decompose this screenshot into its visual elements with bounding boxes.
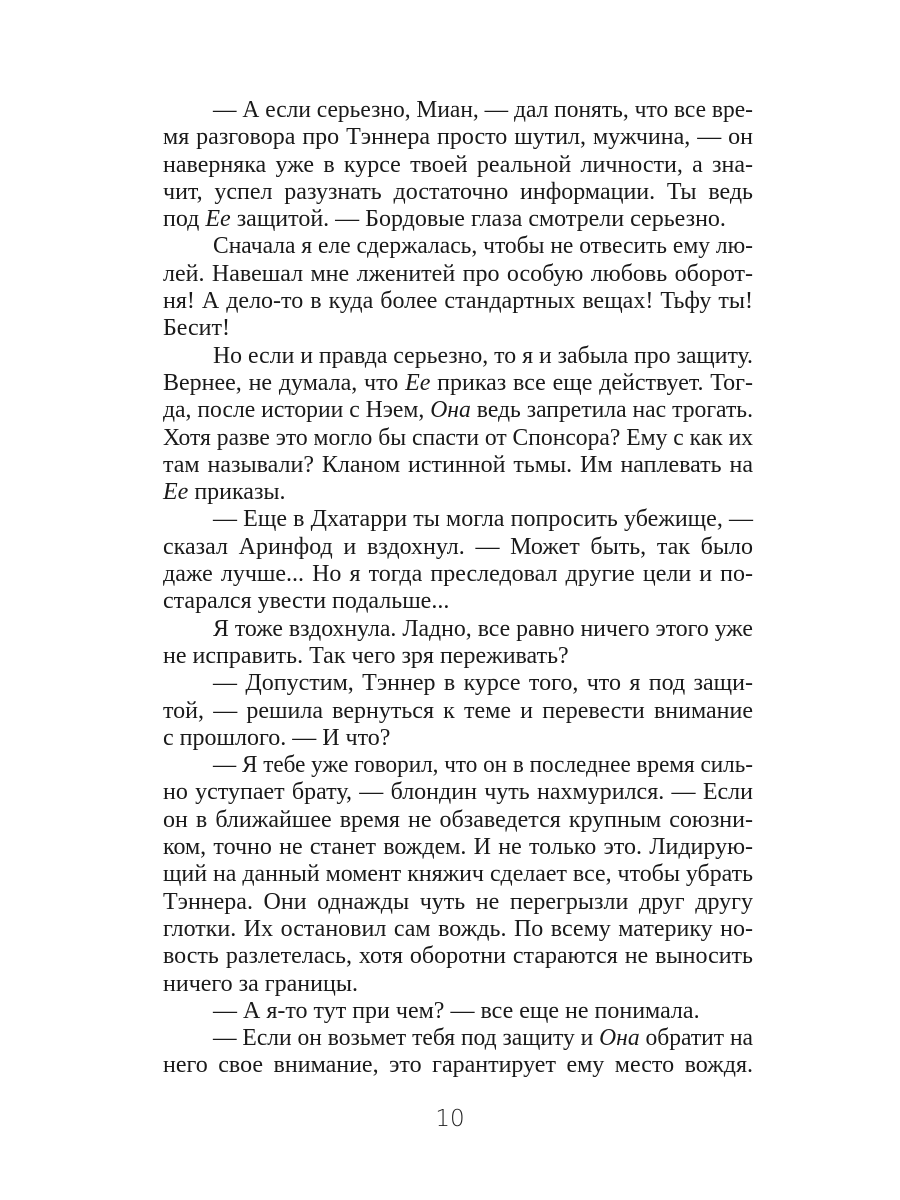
text-line	[163, 1052, 753, 1079]
text-segment: глотки. Их остановил сам вождь. По всему материку но-	[163, 915, 753, 942]
text-line-content	[163, 1052, 753, 1079]
text-segment: сказал Аринфод и вздохнул. — Может быть, так было	[163, 533, 753, 560]
text-line-content	[163, 425, 753, 452]
text-line-content	[163, 889, 753, 916]
text-segment: да, после истории с Нэем,	[163, 397, 431, 424]
text-line-content	[163, 152, 753, 179]
text-line	[163, 779, 753, 806]
text-line-content	[163, 779, 753, 806]
text-segment: лей. Навешал мне лженитей про особую любовь оборот-	[163, 260, 753, 287]
text-segment: ничего за границы.	[163, 970, 358, 997]
text-line	[163, 861, 753, 888]
text-line-content	[163, 834, 753, 861]
text-segment: ведь запретила нас трогать.	[470, 397, 753, 424]
text-line	[163, 670, 753, 697]
text-line	[163, 206, 753, 233]
text-line	[163, 725, 753, 752]
text-segment: защитой. — Бордовые глаза смотрели серьезно.	[230, 206, 726, 233]
text-segment: ня! А дело-то в куда более стандартных вещах! Тьфу ты!	[163, 288, 753, 315]
text-line-content	[163, 452, 753, 479]
text-segment: но уступает брату, — блондин чуть нахмурился. — Если	[163, 779, 753, 806]
text-line-content	[163, 943, 753, 970]
text-line	[163, 943, 753, 970]
page-number: 10	[435, 1106, 465, 1132]
text-line	[163, 315, 753, 342]
text-line-content	[163, 479, 286, 506]
text-line	[163, 998, 753, 1025]
text-line	[163, 425, 753, 452]
text-line	[163, 807, 753, 834]
text-line	[163, 588, 753, 615]
italic-text: Ее	[405, 369, 431, 396]
text-line	[163, 124, 753, 151]
text-line-content	[213, 1025, 753, 1052]
text-line-content	[163, 971, 358, 998]
text-line-content	[163, 561, 753, 588]
text-line	[163, 506, 753, 533]
text-segment: не исправить. Так чего зря переживать?	[163, 642, 569, 669]
text-segment: Бесит!	[163, 315, 231, 342]
text-segment: он в ближайшее время не обзаведется крупным союзни-	[163, 806, 753, 833]
text-line-content	[163, 643, 569, 670]
text-line-content	[163, 288, 753, 315]
italic-text: Она	[430, 397, 471, 424]
text-segment: него свое внимание, это гарантирует ему место вождя.	[163, 1052, 753, 1079]
text-line	[163, 179, 753, 206]
text-line-content	[213, 233, 753, 260]
text-segment: наверняка уже в курсе твоей реальной личности, а зна-	[163, 151, 753, 178]
text-line	[163, 616, 753, 643]
text-segment: — Допустим, Тэннер в курсе того, что я под защи-	[213, 670, 753, 697]
text-line	[163, 1025, 753, 1052]
text-line-content	[163, 916, 753, 943]
text-line-content	[213, 343, 753, 370]
text-line	[163, 479, 753, 506]
text-line-content	[163, 261, 753, 288]
text-line-content	[213, 998, 700, 1025]
italic-text: Она	[599, 1025, 640, 1052]
text-line-content	[163, 370, 753, 397]
body-text	[163, 97, 753, 1080]
text-segment: Сначала я еле сдержалась, чтобы не отвесить ему лю-	[213, 233, 753, 260]
text-line	[163, 452, 753, 479]
italic-text: Ее	[205, 206, 231, 233]
text-line	[163, 97, 753, 124]
text-line	[163, 534, 753, 561]
text-line-content	[213, 752, 753, 779]
text-line	[163, 233, 753, 260]
text-segment: Я тоже вздохнула. Ладно, все равно ничего этого уже	[213, 615, 753, 642]
text-segment: той, — решила вернуться к теме и перевести внимание	[163, 697, 753, 724]
text-line-content	[163, 698, 753, 725]
text-segment: Вернее, не думала, что	[163, 369, 406, 396]
text-segment: — Еще в Дхатарри ты могла попросить убежище, —	[213, 506, 753, 533]
text-segment: под	[163, 206, 206, 233]
text-line-content	[213, 506, 753, 533]
text-segment: вость разлетелась, хотя оборотни стараются не выносить	[163, 943, 753, 970]
text-line	[163, 288, 753, 315]
text-line	[163, 370, 753, 397]
text-line	[163, 698, 753, 725]
text-line	[163, 834, 753, 861]
text-segment: с прошлого. — И что?	[163, 724, 391, 751]
text-line	[163, 752, 753, 779]
text-segment: щий на данный момент княжич сделает все, чтобы убрать	[163, 861, 753, 888]
text-line	[163, 643, 753, 670]
text-segment: Хотя разве это могло бы спасти от Спонсора? Ему с как их	[163, 424, 753, 451]
text-line	[163, 343, 753, 370]
text-segment: — А я-то тут при чем? — все еще не понимала.	[213, 997, 700, 1024]
text-line-content	[163, 124, 753, 151]
text-line-content	[163, 861, 753, 888]
text-line-content	[163, 315, 230, 342]
text-segment: приказ все еще действует. Тог-	[430, 369, 753, 396]
text-line-content	[163, 807, 753, 834]
text-line-content	[163, 725, 390, 752]
text-segment: — Я тебе уже говорил, что он в последнее время силь-	[213, 752, 753, 779]
text-segment: приказы.	[188, 479, 286, 506]
text-line-content	[213, 670, 753, 697]
italic-text: Ее	[163, 479, 189, 506]
text-line-content	[213, 616, 753, 643]
text-line	[163, 561, 753, 588]
text-segment: ком, точно не станет вождем. И не только это. Лидирую-	[163, 834, 753, 861]
text-line	[163, 397, 753, 424]
text-line-content	[163, 534, 753, 561]
text-segment: — А если серьезно, Миан, — дал понять, что все вре-	[213, 97, 753, 123]
text-line	[163, 889, 753, 916]
text-line	[163, 971, 753, 998]
text-line-content	[163, 588, 449, 615]
text-line-content	[163, 206, 726, 233]
text-line	[163, 261, 753, 288]
text-segment: там называли? Кланом истинной тьмы. Им наплевать на	[163, 451, 753, 478]
text-line-content	[163, 179, 753, 206]
text-segment: — Если он возьмет тебя под защиту и	[213, 1025, 600, 1052]
text-segment: чит, успел разузнать достаточно информации. Ты ведь	[163, 178, 753, 205]
text-line-content	[213, 97, 753, 124]
text-segment: Но если и правда серьезно, то я и забыла про защиту.	[213, 342, 753, 369]
text-line	[163, 916, 753, 943]
text-line	[163, 152, 753, 179]
text-segment: старался увести подальше...	[163, 588, 450, 615]
text-line-content	[163, 397, 753, 424]
text-segment: даже лучше... Но я тогда преследовал другие цели и по-	[163, 561, 753, 588]
text-segment: мя разговора про Тэннера просто шутил, мужчина, — он	[163, 124, 753, 151]
text-segment: Тэннера. Они однажды чуть не перегрызли друг другу	[163, 888, 753, 915]
text-segment: обратит на	[639, 1025, 753, 1052]
